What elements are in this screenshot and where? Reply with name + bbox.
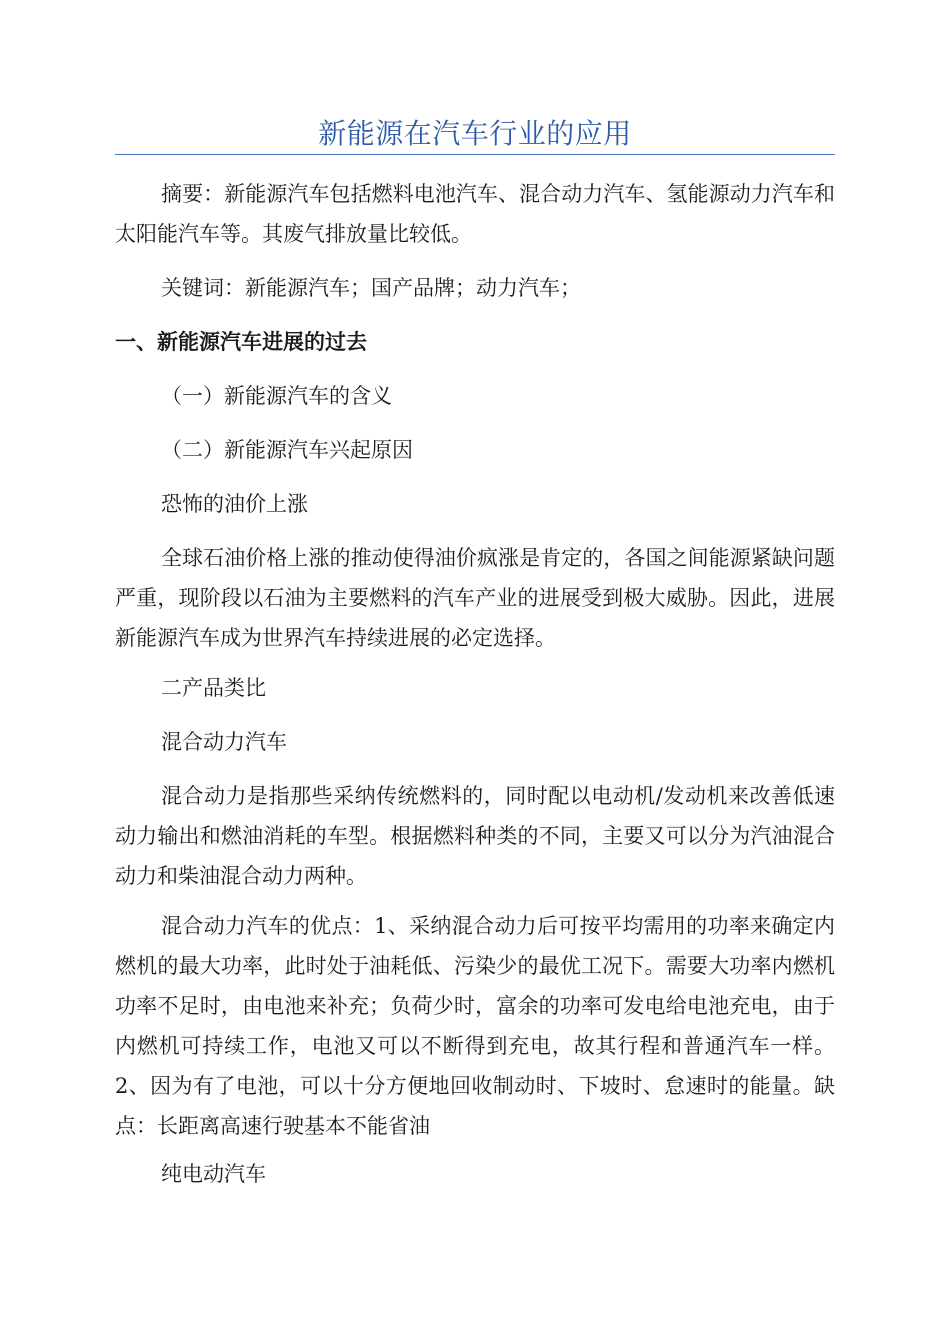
title-underline: [115, 154, 835, 155]
ev-heading: 纯电动汽车: [161, 1162, 266, 1186]
subheading-1: （一）新能源汽车的含义: [161, 384, 392, 408]
section-heading-1: 一、新能源汽车进展的过去: [115, 329, 367, 354]
hybrid-pros-paragraph: 混合动力汽车的优点：1、采纳混合动力后可按平均需用的功率来确定内燃机的最大功率，此时处于油耗低、污染少的最优工况下。需要大功率内燃机功率不足时，由电池来补充；负荷少时，富余的功率可发电给电池充电，由于内燃机可持续工作，电池又可以不断得到充电，故其行程和普通汽车一样。2、因为有了电池，可以十分方便地回收制动时、下坡时、怠速时的能量。缺点：长距离高速行驶基本不能省油: [115, 914, 835, 1138]
abstract-paragraph: 摘要：新能源汽车包括燃料电池汽车、混合动力汽车、氢能源动力汽车和太阳能汽车等。其废气排放量比较低。: [115, 182, 835, 246]
oil-price-heading: 恐怖的油价上涨: [161, 492, 308, 516]
hybrid-paragraph: 混合动力是指那些采纳传统燃料的，同时配以电动机/发动机来改善低速动力输出和燃油消耗的车型。根据燃料种类的不同，主要又可以分为汽油混合动力和柴油混合动力两种。: [115, 784, 835, 888]
hybrid-heading: 混合动力汽车: [161, 730, 287, 754]
oil-price-paragraph: 全球石油价格上涨的推动使得油价疯涨是肯定的，各国之间能源紧缺问题严重，现阶段以石油为主要燃料的汽车产业的进展受到极大威胁。因此，进展新能源汽车成为世界汽车持续进展的必定选择。: [115, 546, 835, 650]
subheading-2: （二）新能源汽车兴起原因: [161, 438, 413, 462]
document-title: 新能源在汽车行业的应用: [318, 117, 632, 150]
section-heading-2: 二产品类比: [161, 676, 266, 700]
keywords-line: 关键词：新能源汽车；国产品牌；动力汽车；: [161, 276, 581, 300]
